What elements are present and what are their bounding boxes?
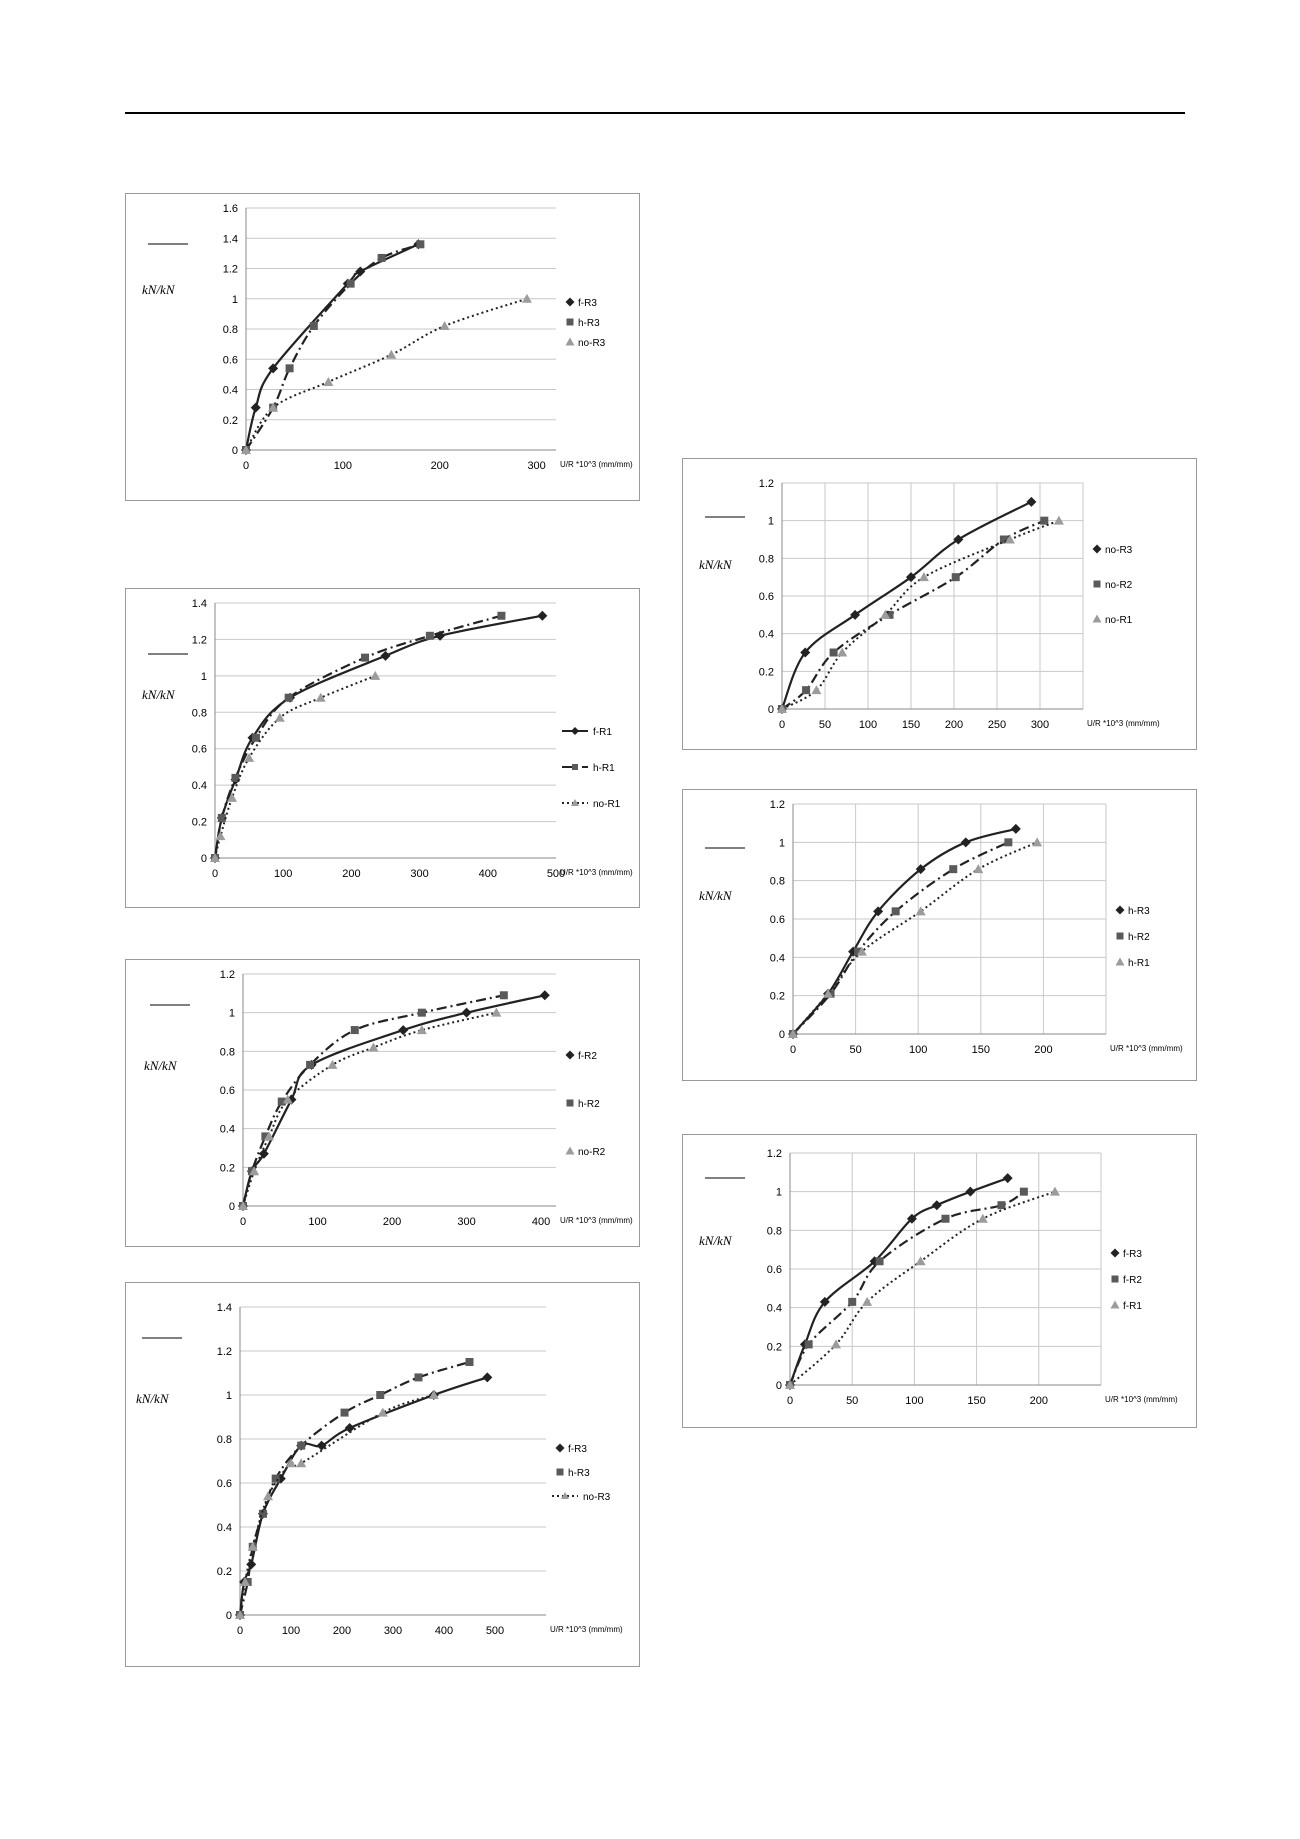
legend-marker-no-R2 [566,1147,575,1155]
data-point-no-R2 [1040,517,1048,525]
legend-entry-h-R1: h-R1 [593,763,615,774]
y-tick-label: 1 [767,515,774,528]
legend-entry-no-R3: no-R3 [1105,545,1133,556]
legend-marker-f-R3 [556,1444,565,1453]
data-point-no-R2 [952,573,960,581]
data-point-h-R2 [418,1009,426,1017]
x-axis-label: U/R *10^3 (mm/mm) [560,868,633,877]
y-tick-label: 0.8 [219,1046,235,1059]
y-tick-label: 1.2 [766,1148,782,1160]
data-point-h-R3 [286,364,294,372]
legend-entry-no-R1: no-R1 [593,799,621,810]
y-axis-label: kN/kN [144,1058,177,1073]
chart-svg [683,790,1196,1080]
data-point-h-R1 [1032,837,1042,846]
data-point-no-R3 [323,377,333,386]
x-tick-label: 300 [527,460,546,472]
x-tick-label: 50 [849,1044,862,1056]
y-tick-label: 1 [231,293,238,306]
x-tick-label: 0 [236,1625,244,1637]
y-tick-label: 0.8 [191,707,207,720]
legend-entry-f-R1: f-R1 [1123,1301,1142,1312]
data-point-no-R2 [830,649,838,657]
legend-marker-f-R2 [566,1051,575,1060]
legend-entry-no-R2: no-R2 [1105,580,1133,591]
y-tick-label: 1.4 [222,233,238,246]
y-tick-label: 0.6 [216,1478,232,1490]
data-point-f-R2 [462,1008,472,1018]
data-point-f-R1 [862,1297,872,1306]
x-tick-label: 50 [818,719,832,731]
x-tick-label: 0 [789,1044,797,1056]
x-tick-label: 150 [971,1044,990,1056]
y-tick-label: 0 [228,1201,235,1213]
y-tick-label: 0.8 [216,1434,232,1446]
data-point-f-R3 [482,1372,492,1382]
y-tick-label: 0 [775,1380,782,1392]
legend-marker-no-R1 [1093,615,1102,623]
y-axis-label: kN/kN [699,1233,732,1248]
y-tick-label: 0.4 [222,384,238,397]
legend-entry-h-R3: h-R3 [1128,906,1150,917]
x-tick-label: 300 [457,1216,476,1228]
y-tick-label: 1.2 [222,263,238,276]
legend-entry-no-R3: no-R3 [583,1492,611,1503]
series-line-f-R1 [790,1192,1055,1385]
data-point-f-R2 [1020,1188,1028,1196]
y-tick-label: 1 [775,1186,782,1199]
legend-entry-f-R3: f-R3 [1123,1249,1142,1260]
data-point-no-R1 [370,671,380,680]
y-tick-label: 0.6 [222,354,238,367]
legend-marker-no-R2 [1094,581,1101,588]
data-point-h-R3 [416,240,424,248]
data-point-no-R1 [811,685,821,694]
x-tick-label: 100 [905,1395,924,1407]
y-tick-label: 0.4 [191,780,207,793]
x-axis-label: U/R *10^3 (mm/mm) [560,460,633,469]
data-point-h-R3 [347,280,355,288]
y-tick-label: 0.6 [191,743,207,756]
data-point-h-R3 [310,322,318,330]
x-tick-label: 200 [332,1625,352,1637]
x-tick-label: 100 [281,1625,301,1637]
y-tick-label: 0.4 [216,1522,232,1534]
y-axis-label: kN/kN [136,1391,169,1406]
data-point-h-R3 [466,1358,474,1366]
legend-marker-no-R3 [566,338,575,346]
x-tick-label: 150 [901,719,921,731]
y-tick-label: 1.4 [216,1302,232,1314]
y-tick-label: 0.4 [758,628,774,641]
x-axis-label: U/R *10^3 (mm/mm) [560,1216,633,1225]
data-point-no-R1 [919,572,929,581]
data-point-f-R1 [381,651,391,661]
chart-panel-2 [125,588,640,908]
y-tick-label: 0.2 [191,816,207,829]
x-tick-label: 200 [1029,1395,1048,1407]
x-tick-label: 200 [342,868,361,880]
data-point-f-R2 [540,990,550,1000]
legend-marker-f-R1 [571,727,579,735]
legend-entry-h-R3: h-R3 [568,1468,590,1479]
data-point-h-R1 [497,612,505,620]
y-tick-label: 1.2 [219,969,235,981]
chart-svg [683,1135,1196,1427]
y-tick-label: 0.2 [222,414,238,427]
series-line-no-R3 [246,299,527,450]
y-axis-label: kN/kN [142,687,175,702]
y-axis-label: kN/kN [142,282,175,297]
y-tick-label: 1.4 [191,598,207,610]
y-tick-label: 0.2 [216,1566,232,1578]
x-tick-label: 200 [382,1216,402,1228]
data-point-h-R3 [378,254,386,262]
x-tick-label: 200 [1034,1044,1053,1056]
data-point-f-R3 [965,1187,975,1197]
y-tick-label: 1.6 [222,203,238,215]
legend-marker-f-R3 [566,298,575,307]
legend-marker-no-R3 [1093,545,1102,554]
x-tick-label: 0 [786,1395,794,1407]
y-tick-label: 0.2 [766,1341,782,1354]
data-point-no-R3 [440,321,450,330]
x-tick-label: 400 [531,1216,551,1228]
x-tick-label: 0 [211,868,219,880]
x-tick-label: 300 [1030,719,1050,731]
data-point-h-R2 [306,1061,314,1069]
data-point-h-R1 [361,654,369,662]
y-tick-label: 0.6 [758,591,774,603]
series-line-no-R1 [782,521,1059,709]
data-point-no-R3 [386,350,396,359]
data-point-h-R2 [949,865,957,873]
y-tick-label: 1.2 [216,1346,232,1358]
legend-marker-h-R2 [567,1100,574,1107]
y-tick-label: 0.8 [766,1225,782,1238]
y-tick-label: 0 [231,445,238,457]
chart-panel-1 [125,193,640,501]
data-point-h-R3 [297,1442,305,1450]
data-point-no-R1 [215,831,225,840]
chart-svg [126,1283,639,1666]
y-tick-label: 0.8 [758,553,774,566]
x-axis-label: U/R *10^3 (mm/mm) [1110,1044,1183,1053]
data-point-f-R2 [805,1340,813,1348]
y-axis-label: kN/kN [699,557,732,572]
x-tick-label: 250 [987,719,1007,731]
y-tick-label: 1 [778,837,785,850]
x-tick-label: 50 [846,1395,859,1407]
y-tick-label: 0 [200,853,207,865]
data-point-f-R3 [251,403,261,413]
data-point-h-R3 [1011,824,1021,834]
y-tick-label: 1.2 [191,634,207,647]
y-tick-label: 0.2 [758,666,774,679]
series-line-f-R3 [790,1178,1008,1385]
series-line-h-R3 [793,829,1016,1034]
x-tick-label: 150 [967,1395,986,1407]
chart-svg [126,589,639,907]
chart-panel-5 [682,458,1197,750]
legend-marker-h-R3 [567,319,574,326]
y-tick-label: 0.2 [219,1162,235,1175]
data-point-h-R2 [892,907,900,915]
data-point-h-R3 [415,1373,423,1381]
data-point-h-R3 [376,1391,384,1399]
series-line-h-R3 [246,244,420,450]
x-tick-label: 400 [434,1625,454,1637]
y-tick-label: 0 [225,1610,232,1622]
x-tick-label: 0 [778,719,786,731]
legend-entry-h-R3: h-R3 [578,318,600,329]
y-tick-label: 0.8 [769,875,785,888]
legend-entry-f-R1: f-R1 [593,727,612,738]
legend-entry-no-R1: no-R1 [1105,615,1133,626]
data-point-h-R1 [426,632,434,640]
y-tick-label: 1.2 [769,799,785,811]
chart-svg [683,459,1196,749]
chart-svg [126,960,639,1246]
legend-entry-h-R2: h-R2 [578,1099,600,1110]
data-point-f-R2 [398,1025,408,1035]
x-tick-label: 500 [546,868,566,880]
y-tick-label: 0.4 [769,952,785,965]
data-point-f-R2 [876,1257,884,1265]
legend-marker-f-R3 [1111,1249,1120,1258]
y-tick-label: 0.4 [766,1302,782,1315]
y-tick-label: 1 [200,670,207,683]
y-axis-label: kN/kN [699,888,732,903]
data-point-f-R3 [1003,1173,1013,1183]
series-line-h-R1 [793,842,1037,1034]
data-point-f-R1 [1050,1187,1060,1196]
data-point-f-R2 [848,1298,856,1306]
data-point-h-R2 [351,1026,359,1034]
legend-entry-f-R3: f-R3 [578,298,597,309]
x-tick-label: 300 [383,1625,403,1637]
legend-entry-f-R2: f-R2 [578,1051,597,1062]
legend-entry-f-R2: f-R2 [1123,1275,1142,1286]
series-line-f-R3 [246,244,418,450]
x-axis-label: U/R *10^3 (mm/mm) [1105,1395,1178,1404]
legend-entry-no-R2: no-R2 [578,1147,606,1158]
x-tick-label: 400 [478,868,497,880]
x-tick-label: 300 [410,868,429,880]
data-point-no-R2 [327,1060,337,1069]
data-point-f-R1 [978,1214,988,1223]
x-axis-label: U/R *10^3 (mm/mm) [550,1625,623,1634]
chart-panel-7 [682,1134,1197,1428]
legend-entry-f-R3: f-R3 [568,1444,587,1455]
data-point-f-R1 [537,611,547,621]
legend-marker-h-R2 [1117,933,1124,940]
data-point-h-R1 [252,734,260,742]
chart-panel-4 [125,1282,640,1667]
legend-marker-f-R1 [1111,1301,1120,1309]
legend-marker-h-R3 [1116,906,1125,915]
x-tick-label: 100 [909,1044,928,1056]
data-point-h-R3 [272,1475,280,1483]
y-tick-label: 0 [778,1029,785,1041]
data-point-f-R3 [932,1200,942,1210]
x-tick-label: 100 [858,719,878,731]
y-tick-label: 0.2 [769,990,785,1003]
y-tick-label: 0.6 [219,1085,235,1097]
y-tick-label: 0.6 [766,1264,782,1276]
data-point-h-R1 [973,864,983,873]
legend-marker-h-R1 [1116,958,1125,966]
data-point-h-R3 [341,1409,349,1417]
data-point-f-R2 [942,1215,950,1223]
x-tick-label: 200 [944,719,964,731]
x-axis-label: U/R *10^3 (mm/mm) [1087,719,1160,728]
x-tick-label: 100 [333,460,353,472]
data-point-h-R3 [961,837,971,847]
data-point-no-R3 [296,1458,306,1467]
y-tick-label: 0.8 [222,324,238,336]
x-tick-label: 100 [308,1216,327,1228]
x-tick-label: 0 [242,460,250,472]
data-point-h-R1 [916,906,926,915]
y-tick-label: 1.2 [758,478,774,490]
y-tick-label: 0.6 [769,914,785,926]
data-point-no-R3 [1026,497,1036,507]
legend-entry-h-R1: h-R1 [1128,958,1150,969]
data-point-h-R2 [1004,838,1012,846]
x-tick-label: 200 [430,460,449,472]
chart-svg [126,194,639,500]
legend-marker-f-R2 [1112,1276,1119,1283]
header-rule [125,112,1185,114]
series-line-no-R2 [782,521,1044,709]
series-line-no-R3 [240,1395,434,1615]
series-line-f-R3 [240,1377,487,1615]
x-tick-label: 100 [274,868,293,880]
x-tick-label: 0 [239,1216,247,1228]
y-tick-label: 0 [767,704,774,716]
x-tick-label: 500 [485,1625,505,1637]
y-tick-label: 1 [225,1390,232,1402]
data-point-f-R2 [997,1201,1005,1209]
legend-entry-no-R3: no-R3 [578,338,606,349]
chart-panel-3 [125,959,640,1247]
data-point-h-R2 [500,991,508,999]
data-point-no-R2 [802,686,810,694]
data-point-h-R1 [285,694,293,702]
y-tick-label: 1 [228,1007,235,1020]
legend-marker-h-R1 [572,764,578,770]
legend-entry-h-R2: h-R2 [1128,932,1150,943]
legend-marker-h-R3 [557,1469,564,1476]
y-tick-label: 0.4 [219,1123,235,1136]
chart-panel-6 [682,789,1197,1081]
